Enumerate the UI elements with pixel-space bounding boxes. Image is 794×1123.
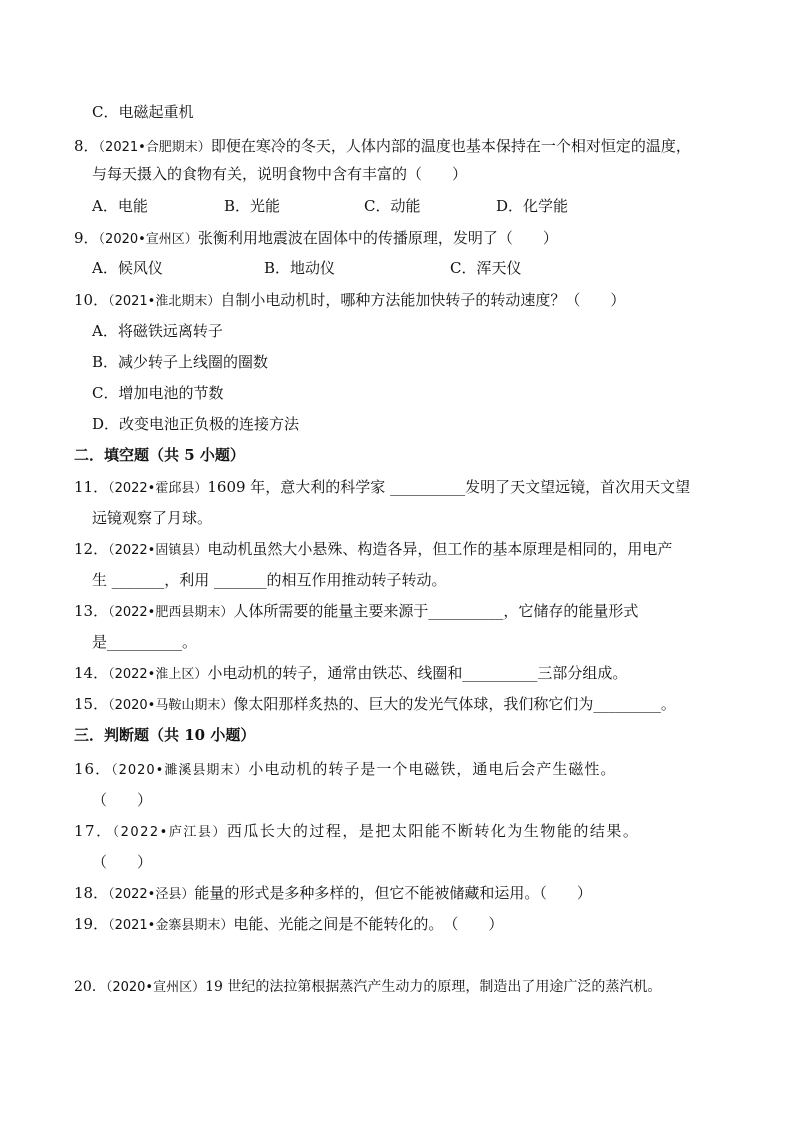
question-13-cont: 是__________。 xyxy=(92,633,198,651)
question-number: 20． xyxy=(74,979,106,995)
question-17 xyxy=(74,820,639,844)
question-number: 11． xyxy=(74,478,109,496)
question-source: （2022•庐江县） xyxy=(112,825,227,840)
section-heading-fill-in: 二．填空题（共 5 小题） xyxy=(74,446,245,464)
question-number: 16． xyxy=(74,760,112,778)
question-text: 自制小电动机时，哪种方法能加快转子的转动速度？（ ） xyxy=(220,291,626,309)
question-number: 13． xyxy=(74,602,109,620)
question-9 xyxy=(74,227,558,251)
question-number: 18． xyxy=(74,884,109,902)
question-text: 能量的形式是多种多样的，但它不能被储藏和运用。（ ） xyxy=(194,884,592,902)
q10-option-a: A．将磁铁远离转子 xyxy=(92,322,223,340)
question-text: 1609 年，意大利的科学家 __________发明了天文望远镜，首次用天文望 xyxy=(207,478,691,496)
question-number: 14． xyxy=(74,664,109,682)
question-number: 10． xyxy=(74,291,109,309)
question-source: （2022•固镇县） xyxy=(108,543,208,558)
question-11 xyxy=(74,476,690,500)
question-source: （2022•淮上区） xyxy=(108,667,208,682)
question-number: 15． xyxy=(74,695,109,713)
question-20 xyxy=(74,976,661,999)
q9-option-b: B．地动仪 xyxy=(264,259,336,277)
question-source: （2022•泾县） xyxy=(108,887,195,902)
question-14 xyxy=(74,662,627,686)
q9-option-c: C．浑天仪 xyxy=(450,259,522,277)
question-number: 12． xyxy=(74,540,109,558)
question-text: 小电动机的转子，通常由铁芯、线圈和__________三部分组成。 xyxy=(207,664,628,682)
question-source: （2022•肥西县期末） xyxy=(108,605,234,620)
question-text: 小电动机的转子是一个电磁铁，通电后会产生磁性。 xyxy=(248,760,617,778)
question-18 xyxy=(74,882,592,906)
section-heading-true-false: 三．判断题（共 10 小题） xyxy=(74,726,256,744)
q10-option-c: C．增加电池的节数 xyxy=(92,384,224,402)
question-11-cont: 远镜观察了月球。 xyxy=(92,509,213,527)
question-number: 17． xyxy=(74,822,113,840)
question-8 xyxy=(74,135,691,159)
question-text: 张衡利用地震波在固体中的传播原理，发明了（ ） xyxy=(197,229,558,247)
question-source: （2020•濉溪县期末） xyxy=(111,763,249,778)
q8-option-d: D．化学能 xyxy=(496,197,569,215)
q8-option-b: B．光能 xyxy=(224,197,281,215)
question-source: （2021•淮北期末） xyxy=(108,294,221,309)
question-13 xyxy=(74,600,638,624)
question-source: （2021•合肥期末） xyxy=(98,140,211,155)
question-text: 人体所需要的能量主要来源于__________，它储存的能量形式 xyxy=(233,602,639,620)
question-number: 9． xyxy=(74,229,99,247)
question-text: 19 世纪的法拉第根据蒸汽产生动力的原理，制造出了用途广泛的蒸汽机。 xyxy=(205,979,662,995)
q8-option-a: A．电能 xyxy=(92,197,148,215)
question-12 xyxy=(74,538,672,562)
question-16-blank: （ ） xyxy=(92,791,153,809)
question-text: 西瓜长大的过程，是把太阳能不断转化为生物能的结果。 xyxy=(226,822,640,840)
question-text: 电动机虽然大小悬殊、构造各异，但工作的基本原理是相同的，用电产 xyxy=(207,540,673,558)
question-source: （2020•宣州区） xyxy=(105,980,206,995)
question-number: 19． xyxy=(74,915,109,933)
question-text: 即便在寒冷的冬天，人体内部的温度也基本保持在一个相对恒定的温度， xyxy=(210,137,691,155)
question-16 xyxy=(74,758,616,782)
q9-option-a: A．候风仪 xyxy=(92,259,163,277)
question-source: （2020•宣州区） xyxy=(98,232,198,247)
question-source: （2022•霍邱县） xyxy=(108,481,208,496)
q8-option-c: C．动能 xyxy=(364,197,421,215)
question-10 xyxy=(74,289,625,313)
question-text: 像太阳那样炙热的、巨大的发光气体球，我们称它们为_________。 xyxy=(233,695,676,713)
question-8-cont: 与每天摄入的食物有关，说明食物中含有丰富的（ ） xyxy=(92,165,468,183)
question-12-cont: 生 _______，利用 _______的相互作用推动转子转动。 xyxy=(92,571,447,589)
question-text: 电能、光能之间是不能转化的。 （ ） xyxy=(233,915,504,933)
q10-option-b: B．减少转子上线圈的圈数 xyxy=(92,353,269,371)
question-number: 8． xyxy=(74,137,99,155)
question-17-blank: （ ） xyxy=(92,853,153,871)
q7-option-c: C．电磁起重机 xyxy=(92,103,194,121)
question-15 xyxy=(74,693,676,717)
question-source: （2021•金寨县期末） xyxy=(108,918,234,933)
q10-option-d: D．改变电池正负极的连接方法 xyxy=(92,415,300,433)
question-19 xyxy=(74,913,503,937)
question-source: （2020•马鞍山期末） xyxy=(108,698,234,713)
